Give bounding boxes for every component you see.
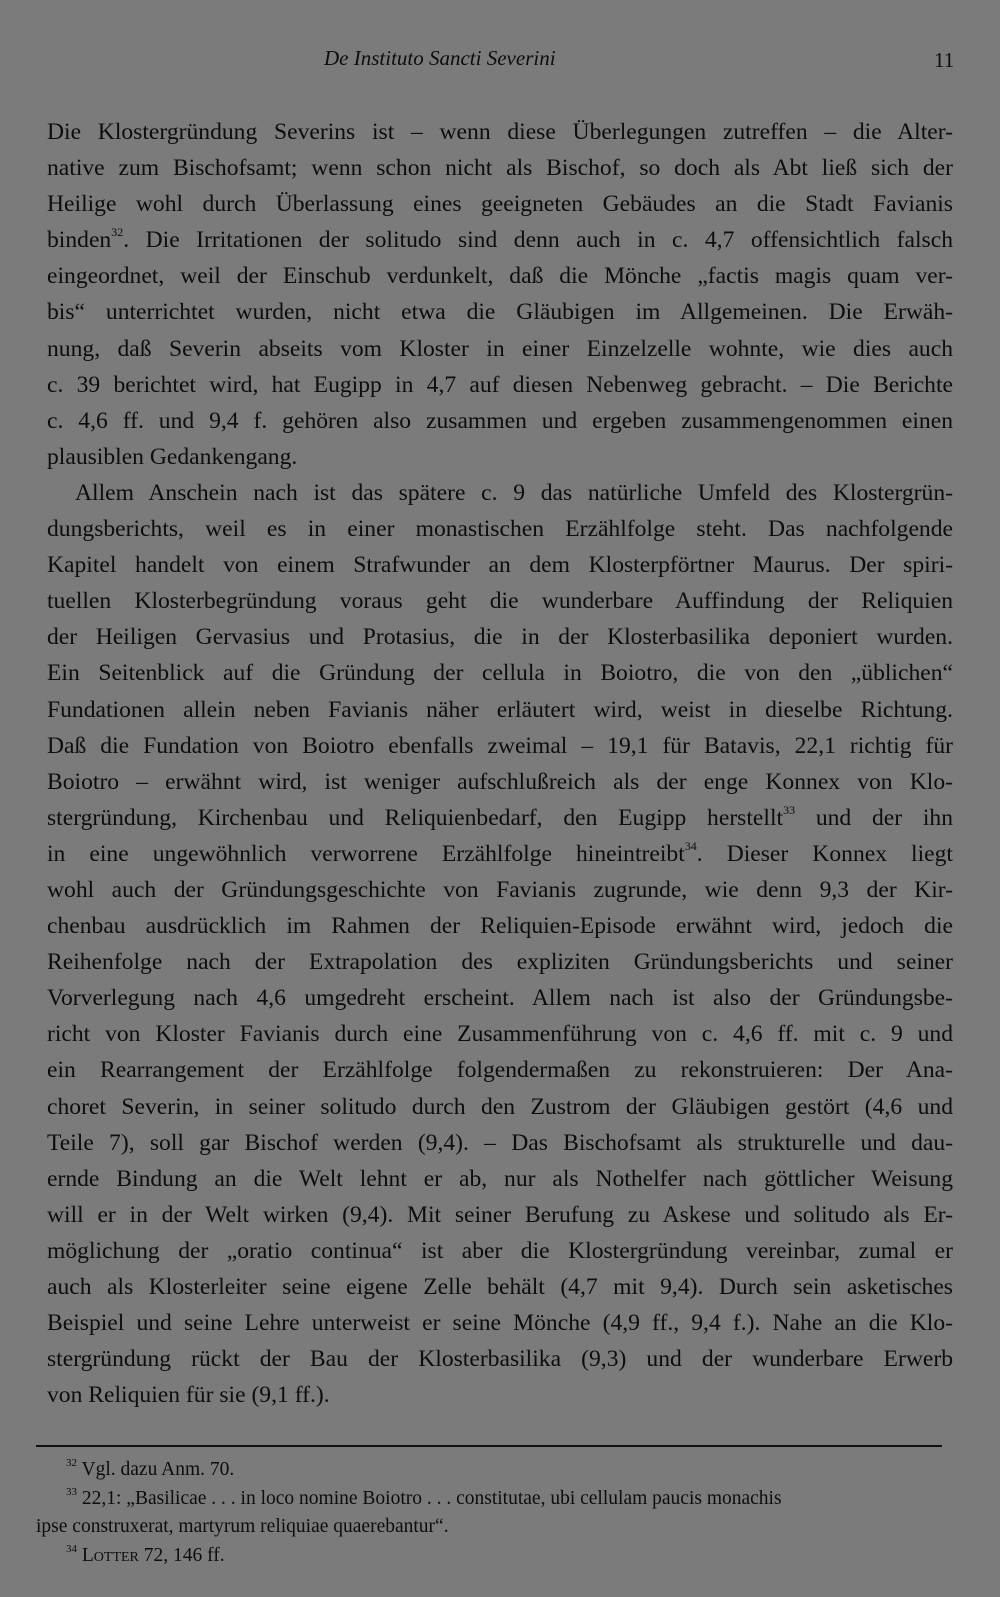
text-line: von Reliquien für sie (9,1 ff.).	[47, 1382, 330, 1409]
text-line: tuellen Klosterbegründung voraus geht die wunderbare Auffindung der Reliquien	[47, 588, 953, 615]
text-line	[47, 836, 953, 872]
footnote-33	[36, 1485, 956, 1514]
footnote-author: Lotter	[77, 1544, 139, 1566]
text-line: native zum Bischofsamt; wenn schon nicht als Bischof, so doch als Abt ließ sich der	[47, 155, 953, 182]
running-head	[0, 46, 1000, 80]
footnote-number: 32	[66, 1457, 77, 1469]
text-line: Ein Seitenblick auf die Gründung der cellula in Boiotro, die von den „üblichen“	[47, 660, 953, 687]
text-fragment: . Die Irritationen der solitudo sind denn auch in c. 4,7 offensichtlich falsch	[123, 227, 953, 254]
text-line: c. 39 berichtet wird, hat Eugipp in 4,7 auf diesen Nebenweg gebracht. – Die Berichte	[47, 371, 953, 398]
text-line: richt von Kloster Favianis durch eine Zusammenführung von c. 4,6 ff. mit c. 9 und	[47, 1021, 953, 1048]
text-line: Heilige wohl durch Überlassung eines geeigneten Gebäudes an die Stadt Favianis	[47, 191, 953, 218]
text-line: Vorverlegung nach 4,6 umgedreht erscheint. Allem nach ist also der Gründungsbe-	[47, 985, 953, 1012]
running-title: De Instituto Sancti Severini	[324, 46, 556, 70]
footnote-text: Vgl. dazu Anm. 70.	[77, 1459, 235, 1480]
text-line: plausiblen Gedankengang.	[47, 443, 298, 470]
text-line: Reihenfolge nach der Extrapolation des expliziten Gründungsberichts und seiner	[47, 949, 953, 976]
text-line: ernde Bindung an die Welt lehnt er ab, nur als Nothelfer nach göttlicher Weisung	[47, 1165, 953, 1192]
paragraph-2	[47, 475, 953, 1413]
footnote-ref-33[interactable]: 33	[783, 802, 796, 817]
text-line: auch als Klosterleiter seine eigene Zelle behält (4,7 mit 9,4). Durch sein asketisches	[47, 1274, 953, 1300]
text-line: chenbau ausdrücklich im Rahmen der Reliquien-Episode erwähnt wird, jedoch die	[47, 913, 953, 940]
text-line: Boiotro – erwähnt wird, ist weniger aufschlußreich als der enge Konnex von Klo-	[47, 768, 953, 795]
footnote-34	[36, 1542, 956, 1571]
footnote-32	[36, 1456, 956, 1485]
text-line: Kapitel handelt von einem Strafwunder an dem Klosterpförtner Maurus. Der spiri-	[47, 552, 953, 579]
footnote-text: 22,1: „Basilicae . . . in loco nomine Boiotro . . . constitutae, ubi cellulam paucis monachis	[77, 1487, 782, 1509]
footnote-ref-32[interactable]: 32	[111, 225, 124, 240]
text-fragment: stergründung, Kirchenbau und Reliquienbedarf, den Eugipp herstellt	[47, 804, 784, 831]
text-line: eingeordnet, weil der Einschub verdunkelt, daß die Mönche „factis magis quam ver-	[47, 263, 953, 290]
footnote-text: 72, 146 ff.	[138, 1544, 225, 1566]
text-line: Allem Anschein nach ist das spätere c. 9 das natürliche Umfeld des Klostergrün-	[75, 479, 953, 506]
text-line: c. 4,6 ff. und 9,4 f. gehören also zusammen und ergeben zusammengenommen einen	[47, 407, 953, 434]
text-line: Fundationen allein neben Favianis näher erläutert wird, weist in dieselbe Richtung.	[47, 696, 953, 723]
footnote-divider	[36, 1445, 942, 1447]
text-line: dungsberichts, weil es in einer monastischen Erzählfolge steht. Das nachfolgende	[47, 516, 953, 543]
text-line: ein Rearrangement der Erzählfolge folgendermaßen zu rekonstruieren: Der Ana-	[47, 1057, 953, 1084]
text-line	[47, 222, 953, 258]
text-line: möglichung der „oratio continua“ ist aber die Klostergründung vereinbar, zumal er	[47, 1237, 953, 1264]
text-fragment: . Dieser Konnex liegt	[696, 840, 953, 867]
text-line: wohl auch der Gründungsgeschichte von Favianis zugrunde, wie denn 9,3 der Kir-	[47, 876, 953, 903]
footnote-number: 34	[66, 1542, 77, 1555]
text-line: stergründung rückt der Bau der Klosterbasilika (9,3) und der wunderbare Erwerb	[47, 1346, 953, 1373]
text-fragment: in eine ungewöhnlich verworrene Erzählfolge hineintreibt	[47, 840, 685, 867]
text-line: Teile 7), soll gar Bischof werden (9,4). – Das Bischofsamt als strukturelle und dau-	[47, 1129, 953, 1156]
text-line: nung, daß Severin abseits vom Kloster in einer Einzelzelle wohnte, wie dies auch	[47, 335, 953, 362]
footnote-33-continuation: ipse construxerat, martyrum reliquiae quaerebantur“.	[36, 1516, 449, 1537]
text-line: Die Klostergründung Severins ist – wenn diese Überlegungen zutreffen – die Alter-	[47, 119, 953, 145]
footnotes	[36, 1456, 956, 1570]
footnote-number: 33	[66, 1485, 77, 1498]
text-fragment: und der ihn	[795, 804, 953, 831]
text-fragment: binden	[47, 227, 112, 254]
text-line: der Heiligen Gervasius und Protasius, die in der Klosterbasilika deponiert wurden.	[47, 624, 953, 651]
footnote-ref-34[interactable]: 34	[684, 838, 697, 853]
paragraph-1	[47, 114, 953, 475]
text-line	[47, 800, 953, 836]
text-line: choret Severin, in seiner solitudo durch den Zustrom der Gläubigen gestört (4,6 und	[47, 1093, 953, 1120]
page-number: 11	[934, 48, 955, 72]
text-line: bis“ unterrichtet wurden, nicht etwa die Gläubigen im Allgemeinen. Die Erwäh-	[47, 299, 953, 326]
text-line: Beispiel und seine Lehre unterweist er seine Mönche (4,9 ff., 9,4 f.). Nahe an die Klo-	[47, 1310, 953, 1337]
text-line: will er in der Welt wirken (9,4). Mit seiner Berufung zu Askese und solitudo als Er-	[47, 1201, 953, 1228]
main-text	[47, 114, 953, 1413]
text-line: Daß die Fundation von Boiotro ebenfalls zweimal – 19,1 für Batavis, 22,1 richtig für	[47, 732, 953, 759]
